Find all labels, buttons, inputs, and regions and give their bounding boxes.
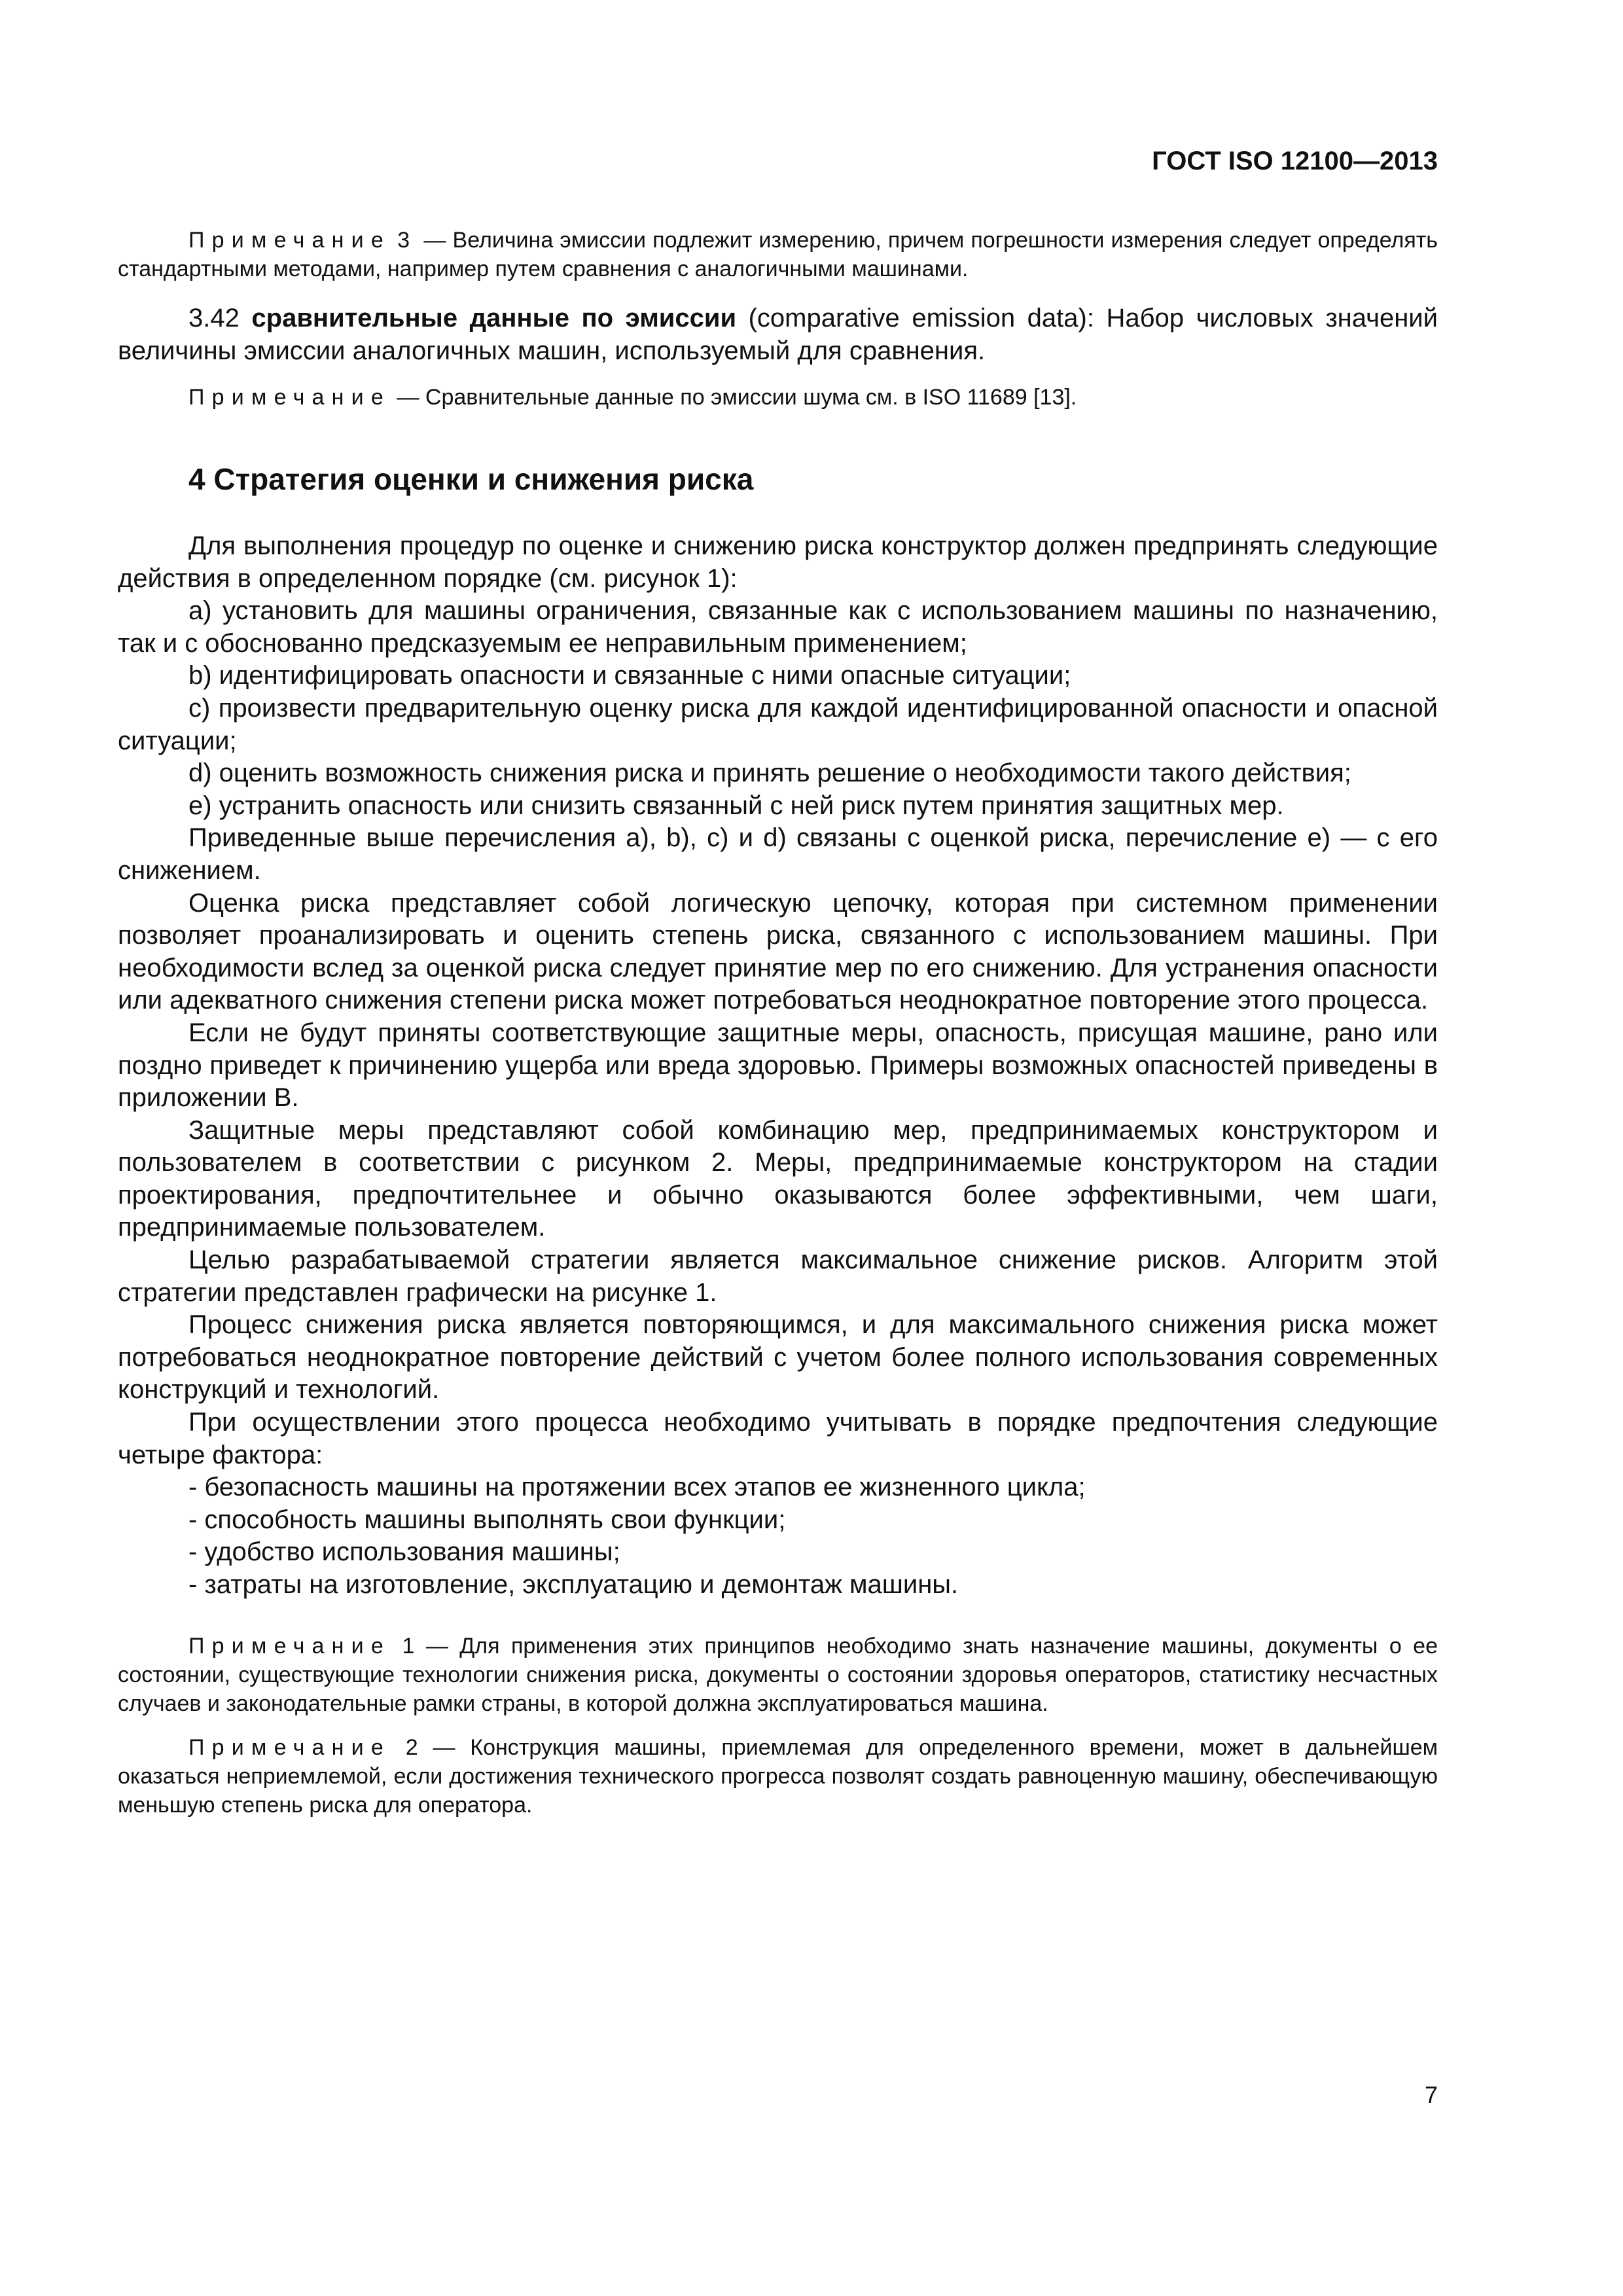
- note-number: 3: [397, 228, 418, 253]
- definition-number: 3.42: [188, 304, 240, 332]
- step-item: a) установить для машины ограничения, связанные как с использованием машины по назначению, так и с обоснованно предсказуемым ее неправильным применением;: [118, 596, 1438, 658]
- paragraph: Приведенные выше перечисления a), b), c) и d) связаны с оценкой риска, перечисление e) — с его снижением.: [118, 823, 1438, 885]
- step-item: d) оценить возможность снижения риска и принять решение о необходимости такого действия;: [188, 759, 1351, 788]
- step-item: b) идентифицировать опасности и связанные с ними опасные ситуации;: [188, 661, 1071, 691]
- paragraph: Целью разрабатываемой стратегии является максимальное снижение рисков. Алгоритм этой стратегии представлен графически на рисунке 1.: [118, 1246, 1438, 1307]
- note-label: Примечание: [188, 385, 391, 410]
- intro-paragraph: Для выполнения процедур по оценке и снижению риска конструктор должен предпринять следующие действия в определенном порядке (см. рисунок 1):: [118, 531, 1438, 593]
- paragraph: Процесс снижения риска является повторяющимся, и для максимального снижения риска может потребоваться неоднократное повторение действий с учетом более полного использования современных конструкций и технологий.: [118, 1310, 1438, 1405]
- factor-item: - безопасность машины на протяжении всех этапов ее жизненного цикла;: [188, 1473, 1086, 1502]
- factor-item: - удобство использования машины;: [188, 1537, 620, 1567]
- paragraph: Если не будут приняты соответствующие защитные меры, опасность, присущая машине, рано или поздно приведет к причинению ущерба или вреда здоровью. Примеры возможных опасностей приведены в приложении В.: [118, 1018, 1438, 1113]
- note-label: Примечание: [188, 228, 391, 253]
- definition-term: сравнительные данные по эмиссии: [251, 304, 737, 332]
- note-text: — Величина эмиссии подлежит измерению, причем погрешности измерения следует определять стандартными методами, например путем сравнения с аналогичными машинами.: [118, 228, 1438, 282]
- paragraph: При осуществлении этого процесса необходимо учитывать в порядке предпочтения следующие четыре фактора:: [118, 1408, 1438, 1469]
- page-number: 7: [1424, 2081, 1438, 2108]
- note-number: 1: [402, 1634, 415, 1659]
- step-item: c) произвести предварительную оценку риска для каждой идентифицированной опасности и опасной ситуации;: [118, 693, 1438, 755]
- factor-item: - затраты на изготовление, эксплуатацию и демонтаж машины.: [188, 1570, 959, 1599]
- note-label: Примечание: [188, 1634, 391, 1659]
- section-4-body: [118, 530, 1438, 1602]
- note-1: [118, 1632, 1438, 1719]
- note-text: — Сравнительные данные по эмиссии шума см. в ISO 11689 [13].: [397, 385, 1077, 410]
- note-label: Примечание: [188, 1735, 391, 1760]
- note-text: — Для применения этих принципов необходимо знать назначение машины, документы о ее состоянии, существующие технологии снижения риска, документы о состоянии здоровья операторов, статистику несчастных случаев и законодательные рамки страны, в которой должна эксплуатироваться машина.: [118, 1634, 1438, 1717]
- document-id: ГОСТ ISO 12100—2013: [1152, 147, 1438, 175]
- note-3-42: [118, 383, 1438, 412]
- section-heading: 4 Стратегия оценки и снижения риска: [188, 462, 754, 496]
- paragraph: Защитные меры представляют собой комбинацию мер, предпринимаемых конструктором и пользователем в соответствии с рисунком 2. Меры, предпринимаемые конструктором на стадии проектирования, предпочтительнее и обычно оказываются более эффективными, чем шаги, предпринимаемые пользователем.: [118, 1115, 1438, 1242]
- factor-item: - способность машины выполнять свои функции;: [188, 1505, 786, 1534]
- paragraph: Оценка риска представляет собой логическую цепочку, которая при системном применении позволяет проанализировать и оценить степень риска, связанного с использованием машины. При необходимости вслед за оценкой риска следует принятие мер по его снижению. Для устранения опасности или адекватного снижения степени риска может потребоваться неоднократное повторение этого процесса.: [118, 888, 1438, 1015]
- step-item: e) устранить опасность или снизить связанный с ней риск путем принятия защитных мер.: [188, 791, 1284, 820]
- note-text: — Конструкция машины, приемлемая для определенного времени, может в дальнейшем оказаться неприемлемой, если достижения технического прогресса позволят создать равноценную машину, обеспечивающую меньшую степень риска для оператора.: [118, 1735, 1438, 1818]
- definition-3-42: [118, 302, 1438, 367]
- definition-text: (comparative emission data): Набор числовых значений величины эмиссии аналогичных машин, используемый для сравнения.: [118, 304, 1438, 365]
- note-2: [118, 1733, 1438, 1820]
- note-3: [118, 226, 1438, 283]
- note-number: 2: [405, 1735, 418, 1760]
